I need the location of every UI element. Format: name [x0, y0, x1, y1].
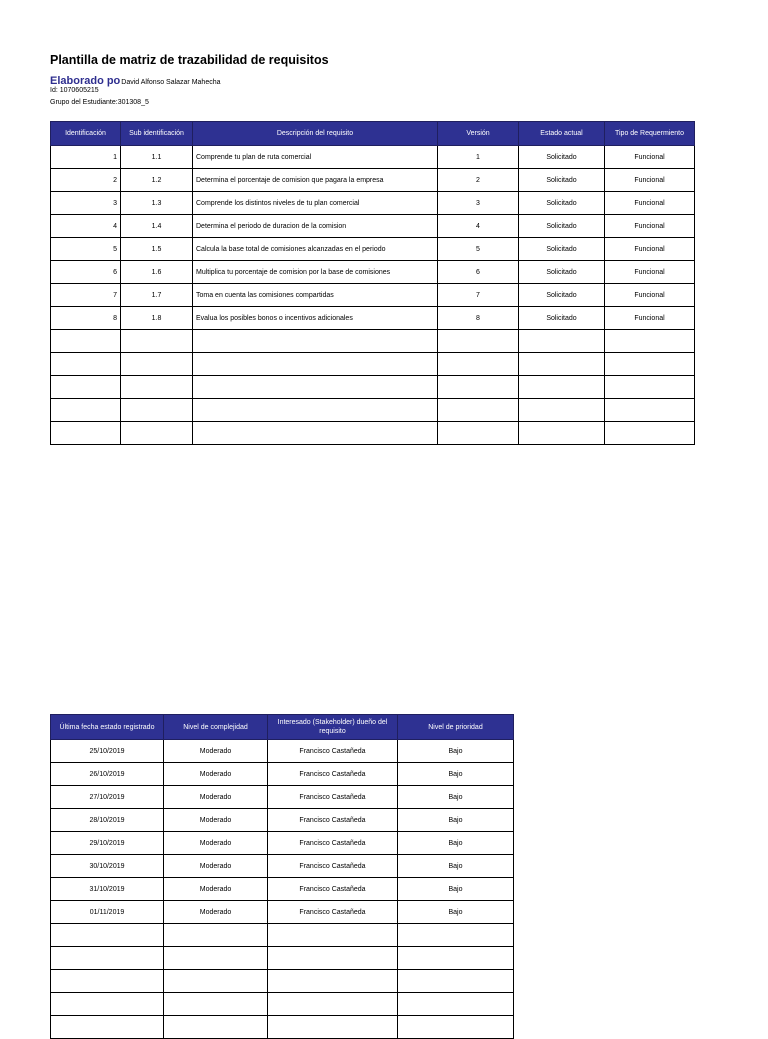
column-header-ultima-fecha: Última fecha estado registrado	[51, 715, 164, 740]
table-row	[51, 763, 514, 786]
author-label: Elaborado po	[50, 75, 121, 87]
table-row	[51, 1016, 514, 1039]
cell-nivel-prioridad	[398, 947, 514, 970]
cell-nivel-prioridad	[398, 970, 514, 993]
cell-descripcion: Multiplica tu porcentaje de comision por la base de comisiones	[193, 261, 438, 284]
cell-nivel-complejidad	[164, 1016, 268, 1039]
requirements-table-body	[51, 146, 695, 445]
cell-estado-actual	[519, 353, 605, 376]
cell-interesado: Francisco Castañeda	[268, 832, 398, 855]
cell-descripcion: Determina el porcentaje de comision que pagara la empresa	[193, 169, 438, 192]
table-row	[51, 169, 695, 192]
cell-version	[438, 376, 519, 399]
table-row	[51, 786, 514, 809]
table-row	[51, 261, 695, 284]
cell-interesado	[268, 970, 398, 993]
cell-ultima-fecha: 31/10/2019	[51, 878, 164, 901]
cell-ultima-fecha: 28/10/2019	[51, 809, 164, 832]
cell-nivel-complejidad: Moderado	[164, 901, 268, 924]
cell-ultima-fecha: 27/10/2019	[51, 786, 164, 809]
cell-version: 3	[438, 192, 519, 215]
status-table	[50, 714, 514, 1039]
cell-ultima-fecha: 25/10/2019	[51, 740, 164, 763]
cell-identificacion: 4	[51, 215, 121, 238]
cell-sub-identificacion: 1.3	[121, 192, 193, 215]
table-row	[51, 284, 695, 307]
cell-ultima-fecha	[51, 993, 164, 1016]
table-row	[51, 146, 695, 169]
table-row	[51, 878, 514, 901]
column-header-sub-identificacion: Sub identificación	[121, 122, 193, 146]
cell-identificacion: 6	[51, 261, 121, 284]
cell-interesado	[268, 947, 398, 970]
cell-nivel-prioridad: Bajo	[398, 878, 514, 901]
cell-sub-identificacion: 1.5	[121, 238, 193, 261]
cell-nivel-prioridad: Bajo	[398, 855, 514, 878]
cell-nivel-complejidad	[164, 993, 268, 1016]
cell-nivel-complejidad	[164, 947, 268, 970]
table-row	[51, 215, 695, 238]
cell-identificacion: 3	[51, 192, 121, 215]
table-row	[51, 901, 514, 924]
table-row	[51, 192, 695, 215]
table-row	[51, 947, 514, 970]
cell-interesado: Francisco Castañeda	[268, 855, 398, 878]
cell-interesado	[268, 1016, 398, 1039]
cell-version: 8	[438, 307, 519, 330]
cell-interesado: Francisco Castañeda	[268, 740, 398, 763]
cell-ultima-fecha: 26/10/2019	[51, 763, 164, 786]
table-row	[51, 376, 695, 399]
cell-tipo-requerimiento	[605, 422, 695, 445]
cell-descripcion	[193, 376, 438, 399]
cell-version	[438, 399, 519, 422]
cell-interesado: Francisco Castañeda	[268, 763, 398, 786]
column-header-interesado: Interesado (Stakeholder) dueño del requisito	[268, 715, 398, 740]
cell-estado-actual: Solicitado	[519, 307, 605, 330]
cell-descripcion: Determina el periodo de duracion de la comision	[193, 215, 438, 238]
column-header-nivel-complejidad: Nivel de complejidad	[164, 715, 268, 740]
cell-ultima-fecha: 29/10/2019	[51, 832, 164, 855]
cell-descripcion: Calcula la base total de comisiones alcanzadas en el periodo	[193, 238, 438, 261]
table-row	[51, 924, 514, 947]
header-row	[51, 122, 695, 146]
cell-nivel-prioridad	[398, 924, 514, 947]
cell-estado-actual	[519, 330, 605, 353]
cell-tipo-requerimiento: Funcional	[605, 307, 695, 330]
cell-tipo-requerimiento: Funcional	[605, 169, 695, 192]
table-row	[51, 307, 695, 330]
cell-descripcion: Evalua los posibles bonos o incentivos adicionales	[193, 307, 438, 330]
cell-sub-identificacion: 1.2	[121, 169, 193, 192]
cell-identificacion	[51, 399, 121, 422]
cell-nivel-complejidad: Moderado	[164, 809, 268, 832]
cell-nivel-complejidad	[164, 970, 268, 993]
cell-tipo-requerimiento	[605, 376, 695, 399]
cell-descripcion	[193, 330, 438, 353]
cell-estado-actual: Solicitado	[519, 192, 605, 215]
cell-identificacion	[51, 376, 121, 399]
status-table-body	[51, 740, 514, 1039]
cell-estado-actual: Solicitado	[519, 284, 605, 307]
cell-identificacion	[51, 330, 121, 353]
cell-sub-identificacion	[121, 353, 193, 376]
status-table-header	[51, 715, 514, 740]
cell-nivel-prioridad	[398, 993, 514, 1016]
cell-ultima-fecha	[51, 970, 164, 993]
cell-identificacion: 8	[51, 307, 121, 330]
student-group: Grupo del Estudiante:301308_5	[50, 99, 149, 106]
cell-estado-actual: Solicitado	[519, 146, 605, 169]
cell-ultima-fecha	[51, 924, 164, 947]
cell-nivel-prioridad: Bajo	[398, 763, 514, 786]
student-id: Id: 1070605215	[50, 87, 99, 94]
cell-ultima-fecha: 01/11/2019	[51, 901, 164, 924]
cell-nivel-complejidad	[164, 924, 268, 947]
table-row	[51, 855, 514, 878]
cell-tipo-requerimiento: Funcional	[605, 215, 695, 238]
cell-identificacion: 1	[51, 146, 121, 169]
cell-tipo-requerimiento: Funcional	[605, 192, 695, 215]
cell-tipo-requerimiento	[605, 330, 695, 353]
cell-estado-actual: Solicitado	[519, 169, 605, 192]
document-title: Plantilla de matriz de trazabilidad de requisitos	[50, 53, 329, 67]
cell-interesado	[268, 993, 398, 1016]
cell-version: 5	[438, 238, 519, 261]
table-row	[51, 330, 695, 353]
cell-version	[438, 330, 519, 353]
cell-nivel-complejidad: Moderado	[164, 832, 268, 855]
cell-nivel-prioridad: Bajo	[398, 901, 514, 924]
cell-descripcion: Toma en cuenta las comisiones compartidas	[193, 284, 438, 307]
cell-sub-identificacion	[121, 422, 193, 445]
cell-nivel-prioridad: Bajo	[398, 786, 514, 809]
table-row	[51, 832, 514, 855]
cell-identificacion	[51, 422, 121, 445]
cell-nivel-complejidad: Moderado	[164, 878, 268, 901]
cell-sub-identificacion	[121, 399, 193, 422]
column-header-tipo-requerimiento: Tipo de Requermiento	[605, 122, 695, 146]
cell-identificacion: 2	[51, 169, 121, 192]
cell-estado-actual	[519, 422, 605, 445]
cell-interesado	[268, 924, 398, 947]
table-row	[51, 809, 514, 832]
cell-descripcion: Comprende tu plan de ruta comercial	[193, 146, 438, 169]
cell-ultima-fecha: 30/10/2019	[51, 855, 164, 878]
cell-nivel-complejidad: Moderado	[164, 855, 268, 878]
cell-tipo-requerimiento: Funcional	[605, 284, 695, 307]
cell-sub-identificacion: 1.1	[121, 146, 193, 169]
cell-sub-identificacion	[121, 330, 193, 353]
cell-descripcion	[193, 399, 438, 422]
cell-ultima-fecha	[51, 947, 164, 970]
cell-descripcion	[193, 422, 438, 445]
cell-tipo-requerimiento: Funcional	[605, 261, 695, 284]
cell-sub-identificacion: 1.4	[121, 215, 193, 238]
cell-nivel-complejidad: Moderado	[164, 740, 268, 763]
cell-version: 7	[438, 284, 519, 307]
cell-sub-identificacion: 1.8	[121, 307, 193, 330]
table-row	[51, 399, 695, 422]
table-row	[51, 238, 695, 261]
table-row	[51, 353, 695, 376]
cell-sub-identificacion: 1.7	[121, 284, 193, 307]
cell-nivel-prioridad: Bajo	[398, 832, 514, 855]
requirements-table-header	[51, 122, 695, 146]
cell-tipo-requerimiento	[605, 353, 695, 376]
cell-identificacion: 7	[51, 284, 121, 307]
author-name: David Alfonso Salazar Mahecha	[121, 79, 221, 86]
cell-estado-actual: Solicitado	[519, 215, 605, 238]
cell-version	[438, 353, 519, 376]
column-header-version: Versión	[438, 122, 519, 146]
cell-ultima-fecha	[51, 1016, 164, 1039]
cell-tipo-requerimiento	[605, 399, 695, 422]
cell-descripcion	[193, 353, 438, 376]
cell-sub-identificacion	[121, 376, 193, 399]
header-row	[51, 715, 514, 740]
cell-tipo-requerimiento: Funcional	[605, 238, 695, 261]
table-row	[51, 993, 514, 1016]
cell-estado-actual: Solicitado	[519, 238, 605, 261]
cell-estado-actual	[519, 376, 605, 399]
table-row	[51, 970, 514, 993]
cell-descripcion: Comprende los distintos niveles de tu plan comercial	[193, 192, 438, 215]
cell-sub-identificacion: 1.6	[121, 261, 193, 284]
cell-tipo-requerimiento: Funcional	[605, 146, 695, 169]
cell-identificacion	[51, 353, 121, 376]
cell-nivel-complejidad: Moderado	[164, 786, 268, 809]
cell-nivel-prioridad: Bajo	[398, 809, 514, 832]
table-row	[51, 740, 514, 763]
cell-version: 4	[438, 215, 519, 238]
cell-interesado: Francisco Castañeda	[268, 786, 398, 809]
column-header-identificacion: Identificación	[51, 122, 121, 146]
cell-version: 1	[438, 146, 519, 169]
cell-version: 2	[438, 169, 519, 192]
cell-identificacion: 5	[51, 238, 121, 261]
column-header-descripcion: Descripción del requisito	[193, 122, 438, 146]
cell-estado-actual	[519, 399, 605, 422]
cell-version	[438, 422, 519, 445]
column-header-nivel-prioridad: Nivel de prioridad	[398, 715, 514, 740]
cell-nivel-complejidad: Moderado	[164, 763, 268, 786]
cell-estado-actual: Solicitado	[519, 261, 605, 284]
column-header-estado-actual: Estado actual	[519, 122, 605, 146]
cell-version: 6	[438, 261, 519, 284]
cell-interesado: Francisco Castañeda	[268, 809, 398, 832]
cell-nivel-prioridad: Bajo	[398, 740, 514, 763]
table-row	[51, 422, 695, 445]
cell-interesado: Francisco Castañeda	[268, 878, 398, 901]
cell-interesado: Francisco Castañeda	[268, 901, 398, 924]
cell-nivel-prioridad	[398, 1016, 514, 1039]
requirements-table	[50, 121, 695, 445]
